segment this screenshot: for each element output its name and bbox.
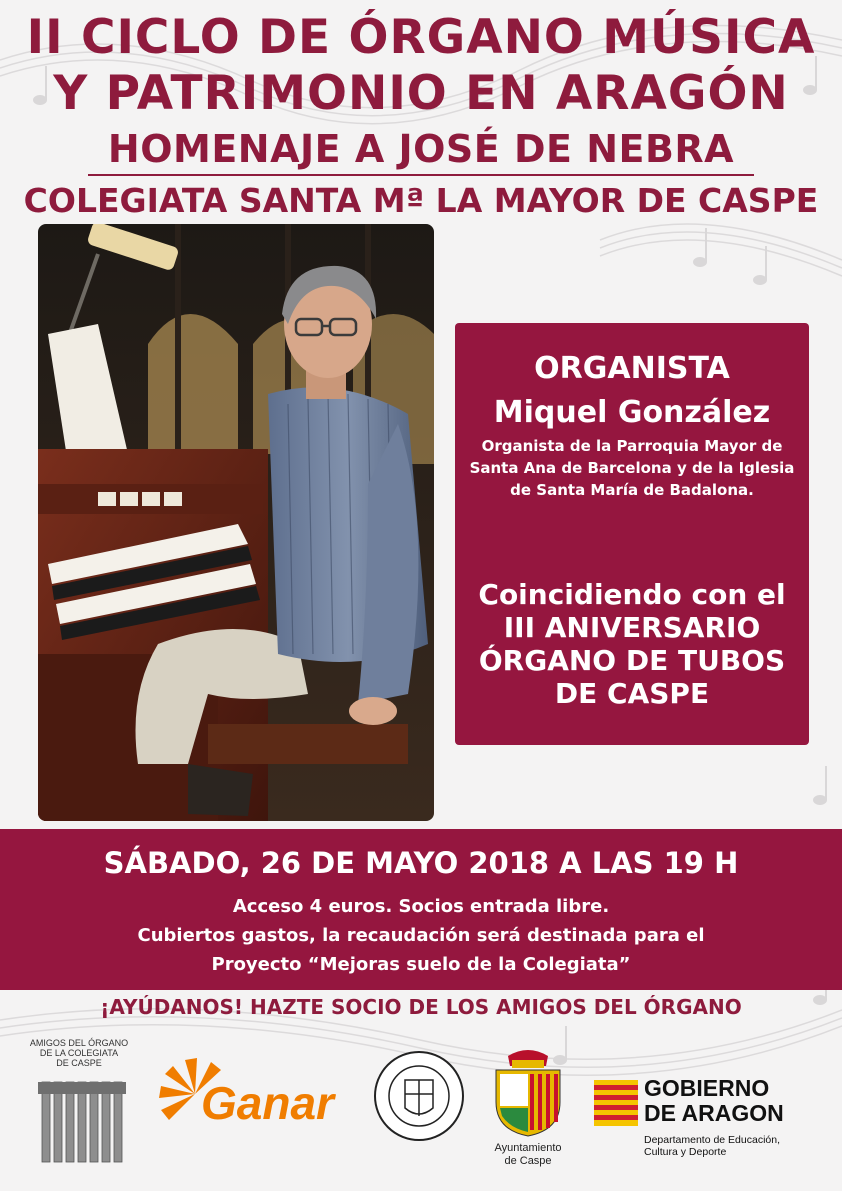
event-price: Acceso 4 euros. Socios entrada libre. — [232, 896, 610, 917]
ganar-logo — [155, 1050, 345, 1135]
event-project: Proyecto “Mejoras suelo de la Colegiata” — [211, 954, 631, 975]
organist-info-box — [455, 323, 809, 745]
gobierno-dept-line-1: Departamento de Educación, — [644, 1134, 781, 1146]
parroquia-seal-logo — [373, 1050, 465, 1142]
ayuntamiento-caspe-logo — [488, 1046, 568, 1174]
amigos-logo-line-1: AMIGOS DEL ÓRGANO — [29, 1038, 129, 1048]
caspe-coat-of-arms-icon — [488, 1046, 568, 1138]
venue: COLEGIATA SANTA Mª LA MAYOR DE CASPE — [23, 181, 819, 220]
call-to-action: ¡AYÚDANOS! HAZTE SOCIO DE LOS AMIGOS DEL ÓRGANO — [100, 995, 742, 1019]
ayuntamiento-town: de Caspe — [504, 1155, 552, 1167]
anniversary-note: Coincidiendo con el III ANIVERSARIO ÓRGANO DE TUBOS DE CASPE — [478, 578, 786, 710]
amigos-organo-logo — [24, 1024, 134, 1174]
amigos-logo-line-2: DE LA COLEGIATA — [39, 1048, 119, 1058]
ayuntamiento-label: Ayuntamiento — [494, 1142, 562, 1154]
subtitle: HOMENAJE A JOSÉ DE NEBRA — [107, 127, 735, 171]
event-date: SÁBADO, 26 DE MAYO 2018 A LAS 19 H — [103, 846, 739, 880]
parish-seal-icon — [373, 1050, 465, 1142]
organ-pipes-icon — [24, 1072, 134, 1172]
title-line-2: Y PATRIMONIO EN ARAGÓN — [53, 66, 789, 121]
gobierno-aragon-logo — [594, 1076, 814, 1166]
title-line-1: II CICLO DE ÓRGANO MÚSICA — [26, 10, 816, 65]
subtitle-underline — [88, 174, 754, 176]
organist-name: Miquel González — [493, 395, 771, 430]
amigos-logo-line-3: DE CASPE — [56, 1058, 102, 1068]
gobierno-title-line-1: GOBIERNO — [644, 1075, 770, 1101]
event-band — [0, 829, 842, 990]
organist-description: Organista de la Parroquia Mayor de Santa Ana de Barcelona y de la Iglesia de Santa María de Badalona. — [469, 437, 795, 499]
organist-role: ORGANISTA — [534, 351, 730, 386]
gobierno-title-line-2: DE ARAGON — [644, 1100, 784, 1126]
gobierno-dept-line-2: Cultura y Deporte — [644, 1146, 727, 1158]
event-proceeds: Cubiertos gastos, la recaudación será destinada para el — [137, 925, 705, 946]
ganar-wordmark: Ganar — [201, 1077, 334, 1129]
aragon-flag-icon — [594, 1080, 638, 1126]
organist-photo — [38, 224, 434, 821]
